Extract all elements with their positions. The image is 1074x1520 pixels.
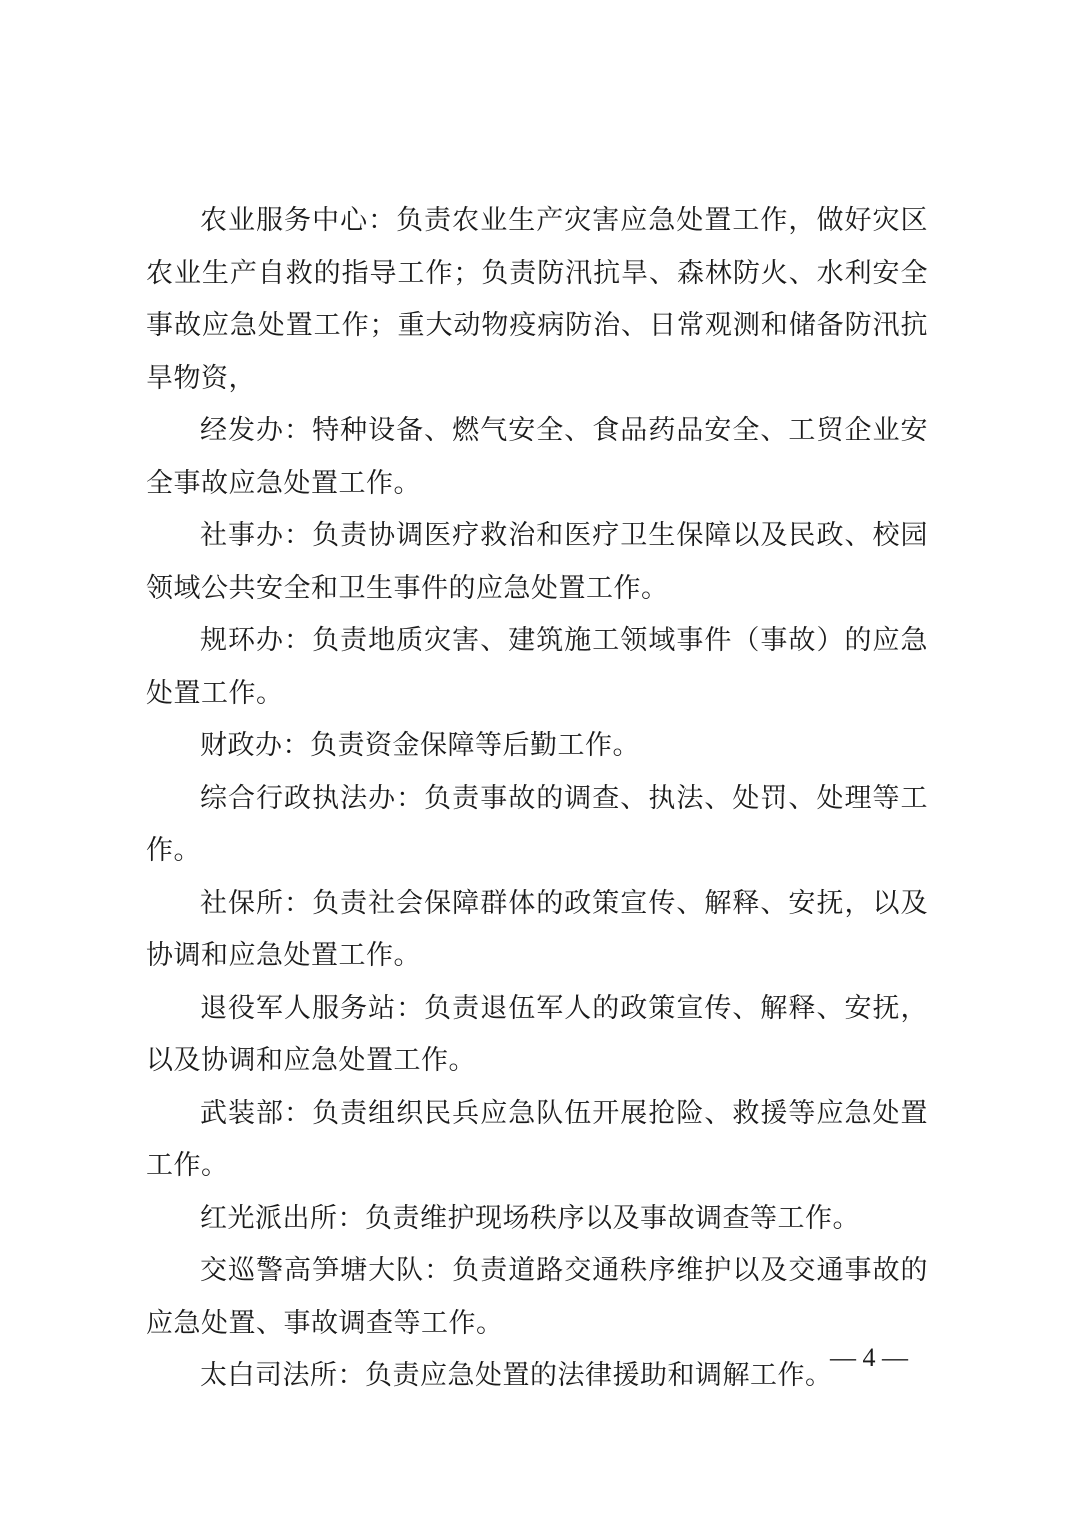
paragraph-finance-office: 财政办：负责资金保障等后勤工作。 (200, 730, 640, 761)
paragraph-traffic-police-brigade: 交巡警高笋塘大队：负责道路交通秩序维护以及交通事故的应急处置、事故调查等工作。 (146, 1255, 928, 1339)
paragraph-veterans-service-station: 退役军人服务站：负责退伍军人的政策宣传、解释、安抚，以及协调和应急处置工作。 (146, 992, 928, 1076)
paragraph-social-affairs-office: 社事办：负责协调医疗救治和医疗卫生保障以及民政、校园领域公共安全和卫生事件的应急处置工作。 (146, 520, 928, 604)
paragraph-social-security-office: 社保所：负责社会保障群体的政策宣传、解释、安抚，以及协调和应急处置工作。 (146, 887, 928, 971)
document-body (146, 195, 928, 1403)
paragraph-police-station: 红光派出所：负责维护现场秩序以及事故调查等工作。 (200, 1202, 860, 1234)
paragraph-agriculture-center: 农业服务中心：负责农业生产灾害应急处置工作，做好灾区农业生产自救的指导工作；负责防汛抗旱、森林防火、水利安全事故应急处置工作；重大动物疫病防治、日常观测和储备防汛抗旱物资， (146, 205, 928, 394)
paragraph-judicial-office: 太白司法所：负责应急处置的法律援助和调解工作。 (200, 1360, 833, 1391)
paragraph-armed-forces-department: 武装部：负责组织民兵应急队伍开展抢险、救援等应急处置工作。 (146, 1097, 928, 1181)
paragraph-planning-environment-office: 规环办：负责地质灾害、建筑施工领域事件（事故）的应急处置工作。 (146, 625, 928, 709)
paragraph-economic-office: 经发办：特种设备、燃气安全、食品药品安全、工贸企业安全事故应急处置工作。 (146, 415, 928, 499)
page-number: — 4 — (830, 1343, 908, 1372)
paragraph-law-enforcement-office: 综合行政执法办：负责事故的调查、执法、处罚、处理等工作。 (146, 782, 928, 866)
